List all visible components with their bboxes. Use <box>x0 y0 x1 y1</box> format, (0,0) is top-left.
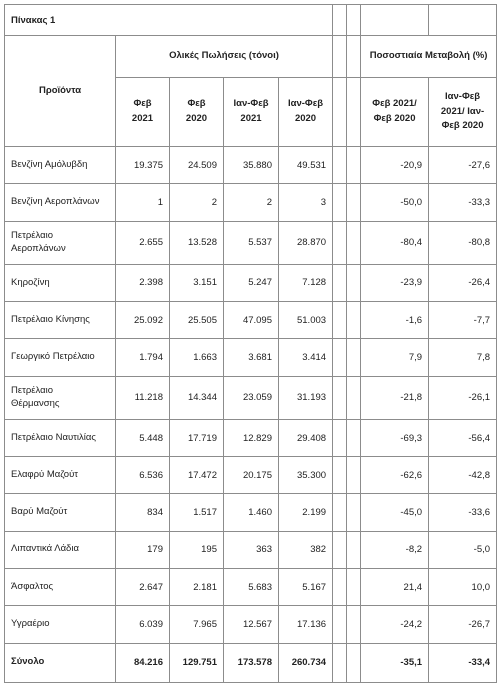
header-line: 2020 <box>294 113 317 124</box>
sales-value: 834 <box>116 494 170 531</box>
sales-value: 7.128 <box>279 264 333 301</box>
change-value: -24,2 <box>361 606 429 643</box>
spacer-cell <box>347 147 361 184</box>
spacer-cell <box>333 147 347 184</box>
product-name-line: Κηροζίνη <box>11 276 50 288</box>
sales-value: 5.247 <box>224 264 279 301</box>
sales-period-header <box>279 78 333 147</box>
product-name-line: Πετρέλαιο Κίνησης <box>11 313 90 325</box>
sales-value: 2 <box>170 184 224 221</box>
header-line: Ιαν-Φεβ <box>233 98 269 110</box>
spacer-cell <box>333 221 347 264</box>
product-name <box>5 606 116 643</box>
sales-value: 3 <box>279 184 333 221</box>
change-value: 21,4 <box>361 569 429 606</box>
sales-value: 1.460 <box>224 494 279 531</box>
change-value: -1,6 <box>361 302 429 339</box>
table-row <box>5 264 497 301</box>
spacer-cell <box>347 419 361 456</box>
sales-value: 13.528 <box>170 221 224 264</box>
product-name <box>5 147 116 184</box>
table-row <box>5 531 497 568</box>
change-period-header <box>429 78 497 147</box>
sales-value: 20.175 <box>224 457 279 494</box>
product-name-line: Βαρύ Μαζούτ <box>11 506 68 518</box>
sales-value: 24.509 <box>170 147 224 184</box>
sales-value: 29.408 <box>279 419 333 456</box>
sales-value: 25.505 <box>170 302 224 339</box>
sales-value: 17.136 <box>279 606 333 643</box>
spacer-cell <box>347 78 361 147</box>
total-row <box>5 643 497 682</box>
sales-value: 2.181 <box>170 569 224 606</box>
product-name-line: Άσφαλτος <box>11 580 54 592</box>
table-row <box>5 147 497 184</box>
table-row <box>5 494 497 531</box>
spacer-cell <box>333 531 347 568</box>
sales-value: 2 <box>224 184 279 221</box>
total-sales-value: 84.216 <box>116 643 170 682</box>
empty-cell <box>429 5 497 36</box>
total-sales-value: 260.734 <box>279 643 333 682</box>
table-row <box>5 184 497 221</box>
product-name <box>5 302 116 339</box>
sales-value: 49.531 <box>279 147 333 184</box>
table-title: Πίνακας 1 <box>5 5 333 36</box>
spacer-cell <box>347 264 361 301</box>
product-name-line: Υγραέριο <box>11 618 50 630</box>
sales-period-header <box>170 78 224 147</box>
sales-value: 35.300 <box>279 457 333 494</box>
change-value: -8,2 <box>361 531 429 568</box>
sales-group-header: Ολικές Πωλήσεις (τόνοι) <box>116 36 333 78</box>
sales-value: 12.829 <box>224 419 279 456</box>
header-line: Φεβ <box>187 98 206 110</box>
change-value: -26,7 <box>429 606 497 643</box>
spacer-cell <box>333 643 347 682</box>
header-line: Φεβ 2020 <box>373 113 416 124</box>
group-header-row <box>5 36 497 78</box>
product-name-line: Πετρέλαιο Ναυτιλίας <box>11 431 96 443</box>
table-row <box>5 302 497 339</box>
spacer-cell <box>333 339 347 376</box>
product-name-line: Αεροπλάνων <box>11 242 66 254</box>
table-row <box>5 569 497 606</box>
sales-value: 1.663 <box>170 339 224 376</box>
sales-value: 2.398 <box>116 264 170 301</box>
table-row <box>5 419 497 456</box>
product-name-line: Θέρμανσης <box>11 397 60 409</box>
sales-value: 1.794 <box>116 339 170 376</box>
product-name <box>5 531 116 568</box>
spacer-cell <box>333 264 347 301</box>
sales-value: 12.567 <box>224 606 279 643</box>
product-name-line: Βενζίνη Αεροπλάνων <box>11 196 100 208</box>
table-row <box>5 606 497 643</box>
change-value: -21,8 <box>361 376 429 419</box>
spacer-cell <box>347 606 361 643</box>
sales-value: 5.167 <box>279 569 333 606</box>
header-line: 2021/ Ιαν- <box>440 105 485 117</box>
change-value: -50,0 <box>361 184 429 221</box>
product-name <box>5 419 116 456</box>
change-value: -27,6 <box>429 147 497 184</box>
sales-period-header <box>116 78 170 147</box>
spacer-cell <box>333 302 347 339</box>
sales-value: 7.965 <box>170 606 224 643</box>
sales-value: 2.199 <box>279 494 333 531</box>
change-period-header <box>361 78 429 147</box>
sales-value: 5.537 <box>224 221 279 264</box>
header-line: 2021 <box>131 113 154 124</box>
product-name-line: Βενζίνη Αμόλυβδη <box>11 158 88 170</box>
product-name-line: Γεωργικό Πετρέλαιο <box>11 351 95 363</box>
spacer-cell <box>347 531 361 568</box>
header-line: Ιαν-Φεβ <box>288 98 324 110</box>
product-name <box>5 457 116 494</box>
product-name <box>5 264 116 301</box>
header-line: Φεβ 2021/ <box>372 98 417 110</box>
change-value: -42,8 <box>429 457 497 494</box>
sales-value: 3.151 <box>170 264 224 301</box>
spacer-cell <box>333 494 347 531</box>
sales-value: 5.683 <box>224 569 279 606</box>
spacer-cell <box>333 78 347 147</box>
product-name <box>5 494 116 531</box>
spacer-cell <box>333 36 347 78</box>
spacer-cell <box>347 5 361 36</box>
change-value: -45,0 <box>361 494 429 531</box>
header-line: 2020 <box>185 113 208 124</box>
table-row <box>5 376 497 419</box>
sales-value: 195 <box>170 531 224 568</box>
sales-value: 47.095 <box>224 302 279 339</box>
sales-value: 1.517 <box>170 494 224 531</box>
spacer-cell <box>333 184 347 221</box>
sales-table <box>4 4 497 683</box>
product-name-line: Πετρέλαιο <box>11 384 53 396</box>
sales-value: 17.472 <box>170 457 224 494</box>
change-value: 10,0 <box>429 569 497 606</box>
header-line: Φεβ 2020 <box>441 120 484 132</box>
change-value: -23,9 <box>361 264 429 301</box>
change-value: -5,0 <box>429 531 497 568</box>
change-value: -69,3 <box>361 419 429 456</box>
spacer-cell <box>333 606 347 643</box>
change-value: 7,9 <box>361 339 429 376</box>
total-change-value: -35,1 <box>361 643 429 682</box>
product-name <box>5 221 116 264</box>
change-value: -20,9 <box>361 147 429 184</box>
spacer-cell <box>333 419 347 456</box>
change-value: -62,6 <box>361 457 429 494</box>
change-value: -7,7 <box>429 302 497 339</box>
sales-value: 363 <box>224 531 279 568</box>
change-value: 7,8 <box>429 339 497 376</box>
title-row <box>5 5 497 36</box>
change-value: -26,4 <box>429 264 497 301</box>
sales-value: 17.719 <box>170 419 224 456</box>
spacer-cell <box>333 5 347 36</box>
spacer-cell <box>347 339 361 376</box>
product-name-line: Πετρέλαιο <box>11 229 53 241</box>
product-column-header: Προϊόντα <box>5 36 116 147</box>
sales-value: 3.414 <box>279 339 333 376</box>
spacer-cell <box>347 36 361 78</box>
product-name <box>5 376 116 419</box>
spacer-cell <box>347 569 361 606</box>
spacer-cell <box>333 376 347 419</box>
table-row <box>5 339 497 376</box>
change-value: -26,1 <box>429 376 497 419</box>
empty-cell <box>361 5 429 36</box>
sales-value: 6.536 <box>116 457 170 494</box>
change-value: -33,3 <box>429 184 497 221</box>
change-group-header: Ποσοστιαία Μεταβολή (%) <box>361 36 497 78</box>
sales-value: 14.344 <box>170 376 224 419</box>
product-name-line: Λιπαντικά Λάδια <box>11 543 79 555</box>
sales-value: 6.039 <box>116 606 170 643</box>
total-label: Σύνολο <box>5 643 116 682</box>
sales-value: 51.003 <box>279 302 333 339</box>
product-name <box>5 184 116 221</box>
sales-value: 3.681 <box>224 339 279 376</box>
table-row <box>5 457 497 494</box>
sales-value: 2.647 <box>116 569 170 606</box>
sales-value: 11.218 <box>116 376 170 419</box>
sales-period-header <box>224 78 279 147</box>
table-row <box>5 221 497 264</box>
sales-value: 31.193 <box>279 376 333 419</box>
spacer-cell <box>347 302 361 339</box>
sales-value: 25.092 <box>116 302 170 339</box>
sales-value: 382 <box>279 531 333 568</box>
product-name-line: Ελαφρύ Μαζούτ <box>11 468 79 480</box>
header-line: 2021 <box>240 113 262 124</box>
total-sales-value: 129.751 <box>170 643 224 682</box>
sales-value: 28.870 <box>279 221 333 264</box>
header-line: Ιαν-Φεβ <box>445 90 481 102</box>
product-name <box>5 339 116 376</box>
spacer-cell <box>347 494 361 531</box>
sales-value: 19.375 <box>116 147 170 184</box>
sales-value: 35.880 <box>224 147 279 184</box>
sales-value: 5.448 <box>116 419 170 456</box>
spacer-cell <box>347 643 361 682</box>
spacer-cell <box>333 569 347 606</box>
sales-value: 1 <box>116 184 170 221</box>
spacer-cell <box>347 457 361 494</box>
sales-value: 23.059 <box>224 376 279 419</box>
spacer-cell <box>333 457 347 494</box>
total-sales-value: 173.578 <box>224 643 279 682</box>
product-name <box>5 569 116 606</box>
sales-value: 179 <box>116 531 170 568</box>
total-change-value: -33,4 <box>429 643 497 682</box>
change-value: -80,4 <box>361 221 429 264</box>
sales-value: 2.655 <box>116 221 170 264</box>
spacer-cell <box>347 221 361 264</box>
spacer-cell <box>347 376 361 419</box>
change-value: -80,8 <box>429 221 497 264</box>
header-line: Φεβ <box>133 98 152 110</box>
spacer-cell <box>347 184 361 221</box>
change-value: -33,6 <box>429 494 497 531</box>
change-value: -56,4 <box>429 419 497 456</box>
